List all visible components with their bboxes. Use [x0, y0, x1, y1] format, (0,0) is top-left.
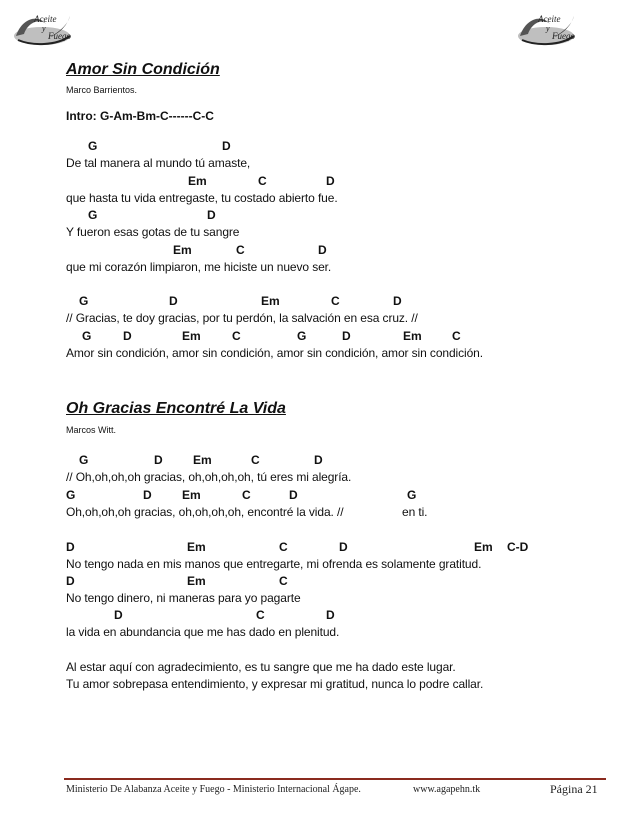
chord: G	[66, 488, 76, 502]
song-author: Marcos Witt.	[66, 425, 117, 435]
chord: Em	[182, 329, 201, 343]
chord: D	[222, 139, 231, 153]
chord: C	[279, 574, 288, 588]
lyric-line-tail: en ti.	[402, 505, 428, 519]
svg-text:Aceite: Aceite	[34, 14, 57, 24]
chord: G	[88, 139, 98, 153]
chord: G	[297, 329, 307, 343]
footer-page-number: Página 21	[550, 782, 598, 796]
chord: D	[326, 608, 335, 622]
song-author: Marco Barrientos.	[66, 85, 138, 95]
chord: D	[114, 608, 123, 622]
flame-oil-logo-icon	[512, 6, 580, 50]
chord: Em	[182, 488, 201, 502]
chord: Em	[261, 294, 280, 308]
chord: D	[143, 488, 152, 502]
lyric-line: Oh,oh,oh,oh gracias, oh,oh,oh,oh, encontré la vida. //	[66, 505, 344, 519]
chord: G	[88, 208, 98, 222]
chord: C	[242, 488, 251, 502]
lyric-line: Tu amor sobrepasa entendimiento, y expresar mi gratitud, nunca lo podre callar.	[66, 677, 484, 691]
chord: C	[452, 329, 461, 343]
chord: Em	[187, 574, 206, 588]
lyric-line: que hasta tu vida entregaste, tu costado abierto fue.	[66, 191, 338, 205]
chord: G	[82, 329, 92, 343]
lyric-line: Y fueron esas gotas de tu sangre	[66, 225, 240, 239]
lyric-line: la vida en abundancia que me has dado en plenitud.	[66, 625, 340, 639]
chord: D	[342, 329, 351, 343]
chord: Em	[403, 329, 422, 343]
chord: C	[258, 174, 267, 188]
chord: D	[123, 329, 132, 343]
chord: D	[154, 453, 163, 467]
lyric-line: No tengo dinero, ni maneras para yo pagarte	[66, 591, 301, 605]
svg-text:Fuego: Fuego	[552, 31, 575, 41]
chord: D	[66, 574, 75, 588]
lyric-line: // Oh,oh,oh,oh gracias, oh,oh,oh,oh, tú eres mi alegría.	[66, 470, 352, 484]
lyric-line: No tengo nada en mis manos que entregarte, mi ofrenda es solamente gratitud.	[66, 557, 482, 571]
lyric-line: // Gracias, te doy gracias, por tu perdón, la salvación en esa cruz. //	[66, 311, 418, 325]
chord: C	[232, 329, 241, 343]
chord: D	[169, 294, 178, 308]
chord: D	[66, 540, 75, 554]
chord: D	[289, 488, 298, 502]
chord: C-D	[507, 540, 529, 554]
chord: C	[236, 243, 245, 257]
chord: C	[251, 453, 260, 467]
svg-text:Fuego: Fuego	[48, 31, 71, 41]
footer-ministry: Ministerio De Alabanza Aceite y Fuego - Ministerio Internacional Ágape.	[66, 784, 361, 795]
ministry-logo-left	[8, 6, 76, 50]
lyric-line: De tal manera al mundo tú amaste,	[66, 156, 251, 170]
chord: Em	[188, 174, 207, 188]
chord: C	[279, 540, 288, 554]
footer-website: www.agapehn.tk	[413, 784, 481, 795]
svg-text:Aceite: Aceite	[538, 14, 561, 24]
chord: C	[256, 608, 265, 622]
chord: D	[207, 208, 216, 222]
svg-text:y: y	[546, 24, 550, 33]
song-title: Oh Gracias Encontré La Vida	[66, 400, 286, 417]
chord: D	[314, 453, 323, 467]
chord: G	[407, 488, 417, 502]
chord: D	[339, 540, 348, 554]
chord: Em	[474, 540, 493, 554]
lyric-line: Amor sin condición, amor sin condición, amor sin condición, amor sin condición.	[66, 346, 483, 360]
chord: Em	[187, 540, 206, 554]
chord: G	[79, 453, 89, 467]
flame-oil-logo-icon	[8, 6, 76, 50]
chord: G	[79, 294, 89, 308]
song-intro: Intro: G-Am-Bm-C------C-C	[66, 109, 214, 123]
chord: C	[331, 294, 340, 308]
chord: D	[326, 174, 335, 188]
chord: Em	[193, 453, 212, 467]
ministry-logo-right	[512, 6, 580, 50]
chord: D	[393, 294, 402, 308]
chord: Em	[173, 243, 192, 257]
lyric-line: que mi corazón limpiaron, me hiciste un nuevo ser.	[66, 260, 332, 274]
svg-text:y: y	[42, 24, 46, 33]
footer-divider	[64, 778, 606, 780]
song-title: Amor Sin Condición	[66, 61, 220, 78]
chord: D	[318, 243, 327, 257]
lyric-line: Al estar aquí con agradecimiento, es tu sangre que me ha dado este lugar.	[66, 660, 456, 674]
